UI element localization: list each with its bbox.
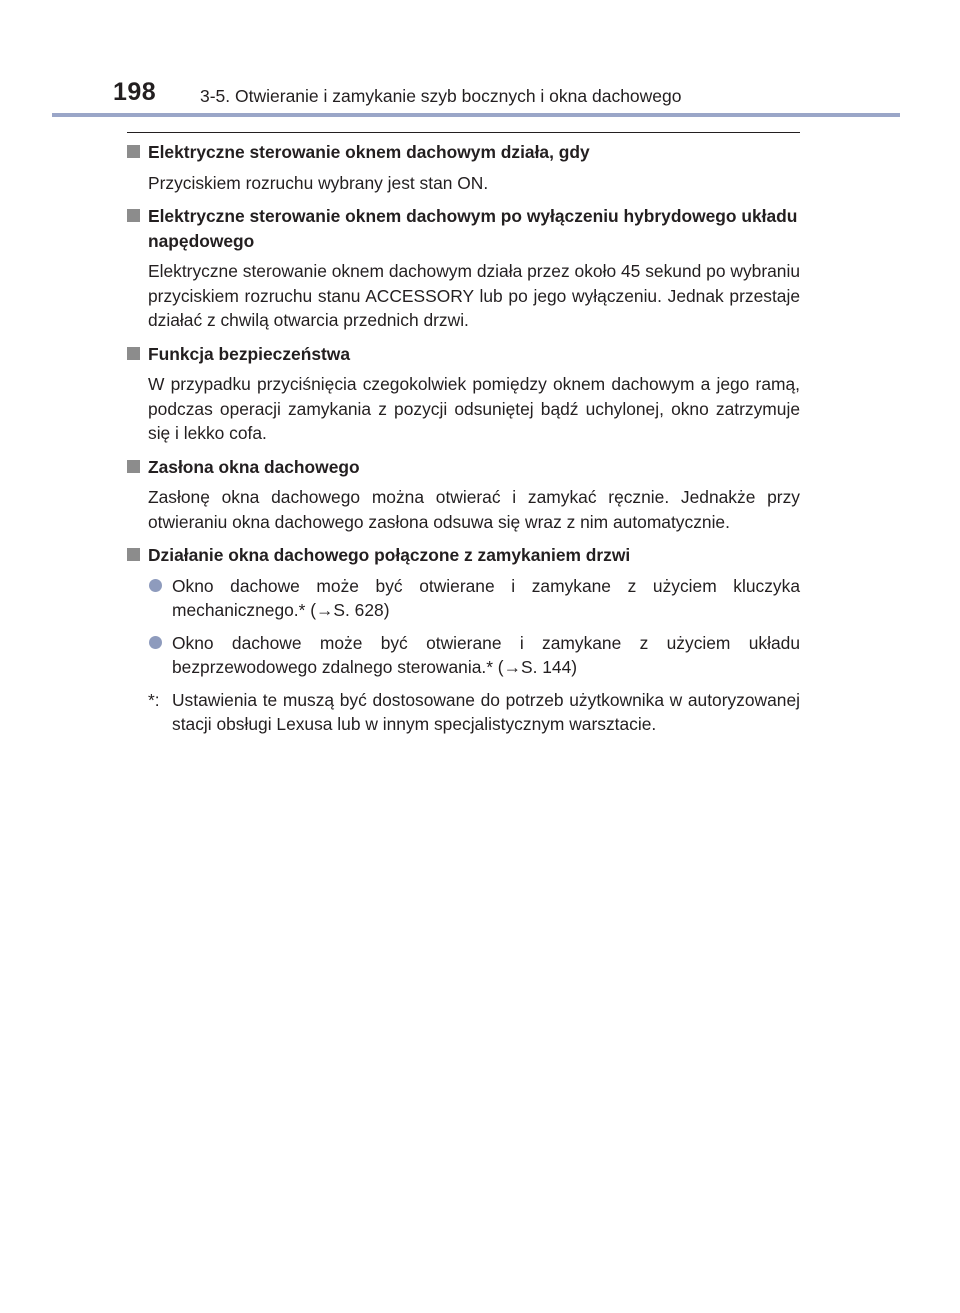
section-text: W przypadku przyciśnięcia czegokolwiek pomiędzy oknem dachowym a jego ramą, podczas operacji zamykania z pozycji odsuniętej bądź uchylonej, okno zatrzymuje się i lekko cofa.: [148, 374, 800, 443]
circle-bullet-icon: [149, 579, 162, 592]
page-header: [0, 0, 960, 120]
list-item-text: Okno dachowe może być otwierane i zamykane z użyciem układu bezprzewodowego zdalnego sterowania.* (→S. 144): [172, 632, 800, 677]
footnote-mark: *:: [148, 689, 160, 710]
section-heading: [127, 140, 800, 165]
list-item: [127, 631, 800, 680]
square-bullet-icon: [127, 145, 140, 158]
heading-text: Elektryczne sterowanie oknem dachowym po wyłączeniu hybrydowego układu napędowego: [148, 206, 798, 251]
section-heading: [127, 342, 800, 367]
square-bullet-icon: [127, 460, 140, 473]
square-bullet-icon: [127, 209, 140, 222]
header-rule: [52, 113, 900, 117]
section-text: Zasłonę okna dachowego można otwierać i zamykać ręcznie. Jednakże przy otwieraniu okna dachowego zasłona odsuwa się wraz z nim automatycznie.: [148, 487, 800, 532]
circle-bullet-icon: [149, 636, 162, 649]
footnote-text: Ustawienia te muszą być dostosowane do potrzeb użytkownika w autoryzowanej stacji obsługi Lexusa lub w innym specjalistycznym warsztacie.: [172, 689, 800, 734]
page-content: [127, 140, 800, 737]
heading-text: Funkcja bezpieczeństwa: [148, 343, 350, 364]
heading-text: Działanie okna dachowego połączone z zamykaniem drzwi: [148, 545, 631, 565]
page-number: 198: [113, 78, 157, 106]
square-bullet-icon: [127, 347, 140, 360]
list-item: [127, 574, 800, 623]
square-bullet-icon: [127, 548, 140, 561]
chapter-title: 3-5. Otwieranie i zamykanie szyb bocznych i okna dachowego: [200, 86, 682, 106]
section-heading: [127, 204, 800, 253]
section-heading: [127, 455, 800, 480]
section-text: Elektryczne sterowanie oknem dachowym działa przez około 45 sekund po wybraniu przyciskiem rozruchu stanu ACCESSORY lub po jego wyłączeniu. Jednak przestaje działać z chwilą otwarcia przednich drzwi.: [148, 261, 800, 330]
section-activation: [127, 140, 800, 195]
section-after-shutdown: [127, 204, 800, 333]
section-sunshade: [127, 455, 800, 535]
section-heading: [127, 543, 800, 568]
section-text: Przyciskiem rozruchu wybrany jest stan ON.: [148, 172, 489, 193]
section-safety-function: [127, 342, 800, 446]
footnote: [127, 688, 800, 737]
heading-text: Elektryczne sterowanie oknem dachowym działa, gdy: [148, 142, 590, 162]
list-item-text: Okno dachowe może być otwierane i zamykane z użyciem kluczyka mechanicznego.* (→S. 628): [172, 575, 800, 620]
content-top-rule: [127, 132, 800, 133]
section-door-lock-linked: [127, 543, 800, 737]
heading-text: Zasłona okna dachowego: [148, 456, 360, 477]
